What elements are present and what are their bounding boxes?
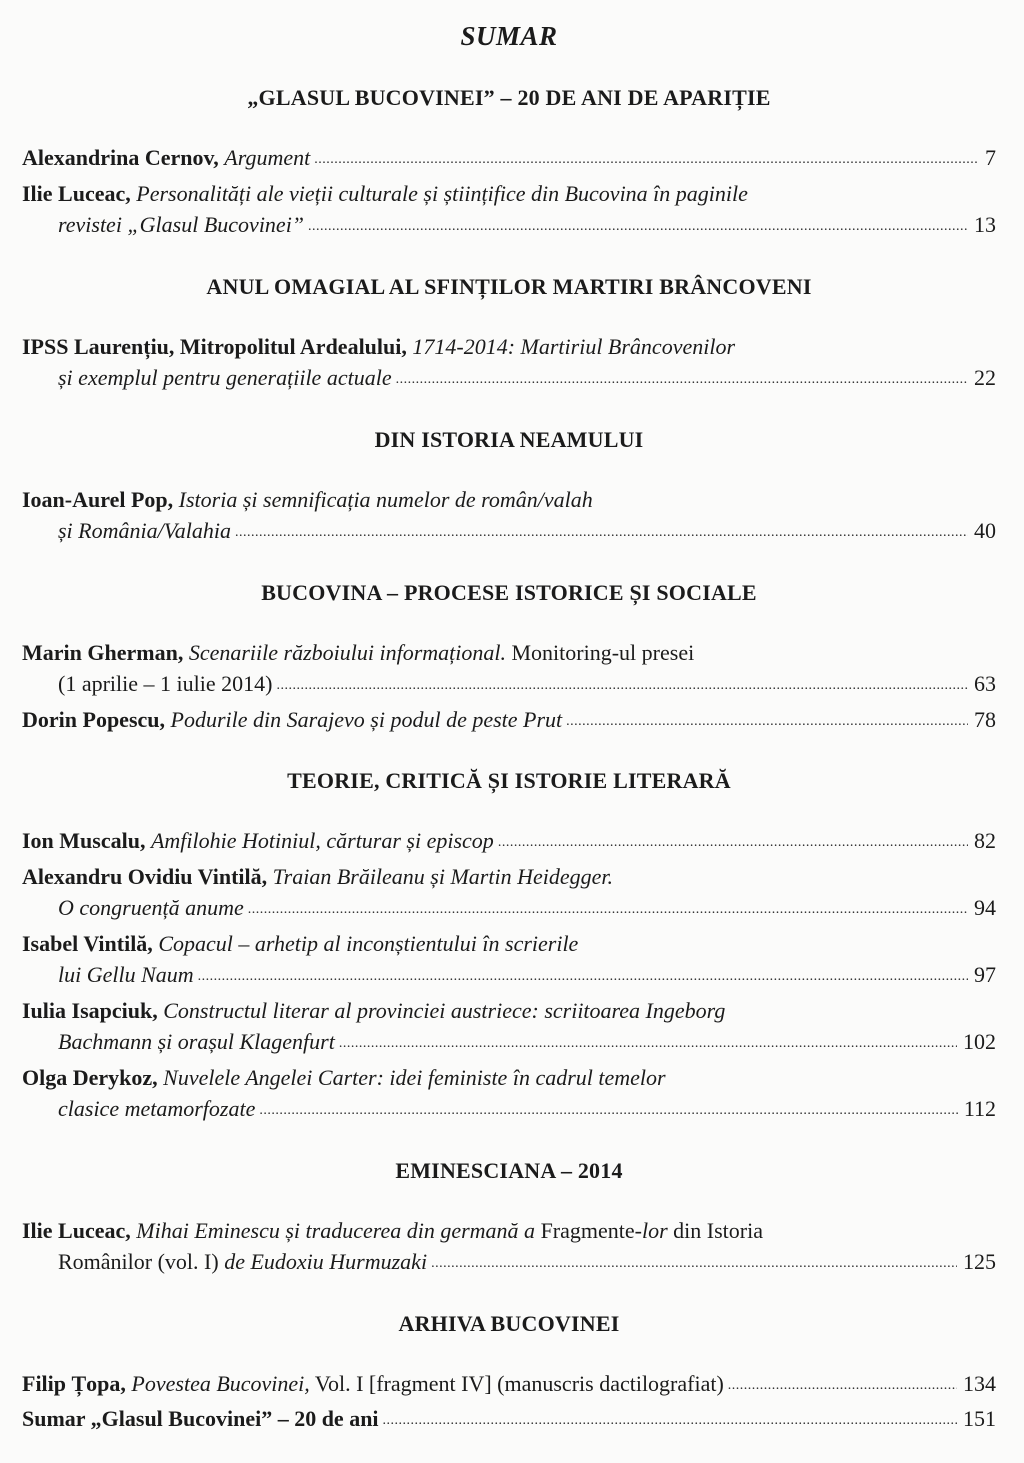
entry-title: Mihai Eminescu și traducerea din germană a [136, 1217, 536, 1243]
entry-title-plain: din Istoria [667, 1217, 763, 1243]
entry-title-continued: clasice metamorfozate [58, 1096, 256, 1121]
entry-title-continued: revistei „Glasul Bucovinei” [58, 212, 305, 237]
dot-leader [396, 364, 968, 396]
entry-page-number: 7 [985, 145, 996, 170]
section-procese-istorice [22, 579, 996, 740]
section-heading: BUCOVINA – PROCESE ISTORICE ȘI SOCIALE [261, 579, 757, 605]
entry-author: Ilie Luceac, [22, 180, 131, 206]
toc-entry[interactable] [22, 928, 996, 995]
entry-title: Argument [224, 145, 311, 170]
section-heading: DIN ISTORIA NEAMULUI [374, 426, 644, 452]
dot-leader [308, 211, 968, 243]
section-eminesciana [22, 1157, 996, 1282]
entry-title: Traian Brăileanu și Martin Heidegger. [272, 863, 614, 889]
dot-leader [566, 706, 968, 738]
entry-author: Sumar „Glasul Bucovinei” – 20 de ani [22, 1406, 379, 1431]
entry-title: 1714-2014: Martiriul Brâncovenilor [412, 333, 736, 359]
section-anul-omagial [22, 273, 996, 398]
entry-page-number: 125 [963, 1249, 996, 1274]
dot-leader [383, 1405, 957, 1437]
section-heading: EMINESCIANA – 2014 [395, 1157, 623, 1183]
toc-entry[interactable] [22, 1062, 996, 1129]
entry-author: Dorin Popescu, [22, 706, 165, 732]
dot-leader [276, 670, 968, 702]
entry-title: Istoria și semnificația numelor de român/valah [178, 486, 593, 512]
entry-page-number: 112 [963, 1096, 996, 1121]
entry-title-continued: O congruență anume [58, 895, 244, 920]
entry-title-plain: Monitoring-ul presei [506, 639, 695, 665]
entry-title-italic: de Eudoxiu Hurmuzaki [218, 1249, 428, 1274]
toc-entry[interactable] [22, 995, 996, 1062]
entry-author: Ioan-Aurel Pop, [22, 486, 174, 512]
entry-page-number: 13 [974, 212, 996, 237]
entry-title-plain: Fragmente- [535, 1217, 642, 1243]
toc-entry[interactable] [22, 1215, 996, 1282]
entry-author: Isabel Vintilă, [22, 930, 153, 956]
entry-title: Scenariile războiului informațional. [188, 639, 506, 665]
entry-title: Podurile din Sarajevo și podul de peste Prut [170, 706, 563, 732]
entry-page-number: 63 [974, 671, 996, 696]
dot-leader [431, 1248, 957, 1280]
entry-page-number: 22 [974, 365, 996, 390]
toc-entry[interactable] [22, 704, 996, 740]
dot-leader [728, 1370, 957, 1402]
dot-leader [198, 961, 968, 993]
section-teorie-critica [22, 767, 996, 1129]
toc-entry[interactable] [22, 142, 996, 178]
entry-title: Povestea Bucovinei, [131, 1370, 310, 1396]
entry-author: Ion Muscalu, [22, 828, 146, 853]
entry-title-italic-suffix: lor [641, 1217, 668, 1243]
section-heading: TEORIE, CRITICĂ ȘI ISTORIE LITERARĂ [287, 768, 731, 793]
entry-author: Ilie Luceac, [22, 1217, 131, 1243]
entry-title: Constructul literar al provinciei austriece: scriitoarea Ingeborg [163, 997, 726, 1023]
entry-title-continued: Bachmann și orașul Klagenfurt [58, 1029, 335, 1054]
entry-page-number: 40 [974, 518, 996, 543]
section-heading: ANUL OMAGIAL AL SFINȚILOR MARTIRI BRÂNCOVENI [206, 273, 812, 299]
entry-page-number: 82 [974, 828, 996, 853]
entry-page-number: 78 [974, 706, 996, 732]
section-glasul-bucovinei [22, 84, 996, 245]
entry-page-number: 151 [963, 1406, 996, 1431]
toc-entry[interactable] [22, 1403, 996, 1439]
entry-title-plain: Vol. I [fragment IV] (manuscris dactilografiat) [309, 1370, 724, 1396]
entry-page-number: 102 [963, 1029, 996, 1054]
section-istoria-neamului [22, 426, 996, 551]
section-heading: ARHIVA BUCOVINEI [398, 1310, 620, 1336]
toc-entry[interactable] [22, 637, 996, 704]
entry-author: Iulia Isapciuk, [22, 997, 158, 1023]
dot-leader [339, 1028, 957, 1060]
entry-title: Amfilohie Hotiniul, cărturar și episcop [150, 828, 494, 853]
entry-author: Filip Țopa, [22, 1370, 126, 1396]
toc-entry[interactable] [22, 861, 996, 928]
entry-title-continued: lui Gellu Naum [58, 962, 194, 987]
entry-author: Olga Derykoz, [22, 1064, 158, 1090]
entry-title: Personalități ale vieții culturale și științifice din Bucovina în paginile [136, 180, 748, 206]
dot-leader [248, 894, 968, 926]
entry-author: Alexandru Ovidiu Vintilă, [22, 863, 268, 889]
entry-author: Marin Gherman, [22, 639, 184, 665]
entry-title: Nuvelele Angelei Carter: idei feministe în cadrul temelor [163, 1064, 666, 1090]
entry-title-continued: și România/Valahia [58, 518, 231, 543]
dot-leader [235, 517, 968, 549]
toc-entry[interactable] [22, 331, 996, 398]
dot-leader [314, 144, 979, 176]
entry-title: Copacul – arhetip al inconștientului în scrierile [158, 930, 579, 956]
entry-title-continued: (1 aprilie – 1 iulie 2014) [58, 671, 273, 696]
entry-author: IPSS Laurențiu, Mitropolitul Ardealului, [22, 333, 407, 359]
entry-author: Alexandrina Cernov, [22, 145, 219, 170]
entry-title-continued: și exemplul pentru generațiile actuale [58, 365, 392, 390]
section-heading: „GLASUL BUCOVINEI” – 20 DE ANI DE APARIȚIE [247, 85, 771, 110]
toc-entry[interactable] [22, 484, 996, 551]
dot-leader [259, 1095, 957, 1127]
entry-page-number: 94 [974, 895, 996, 920]
section-arhiva-bucovinei [22, 1310, 996, 1439]
entry-title-continued: Românilor (vol. I) [58, 1249, 219, 1274]
toc-entry[interactable] [22, 178, 996, 245]
page-title: SUMAR [460, 21, 558, 51]
entry-page-number: 134 [963, 1370, 996, 1396]
entry-page-number: 97 [974, 962, 996, 987]
toc-entry[interactable] [22, 1368, 996, 1404]
dot-leader [498, 827, 968, 859]
toc-entry[interactable] [22, 825, 996, 861]
